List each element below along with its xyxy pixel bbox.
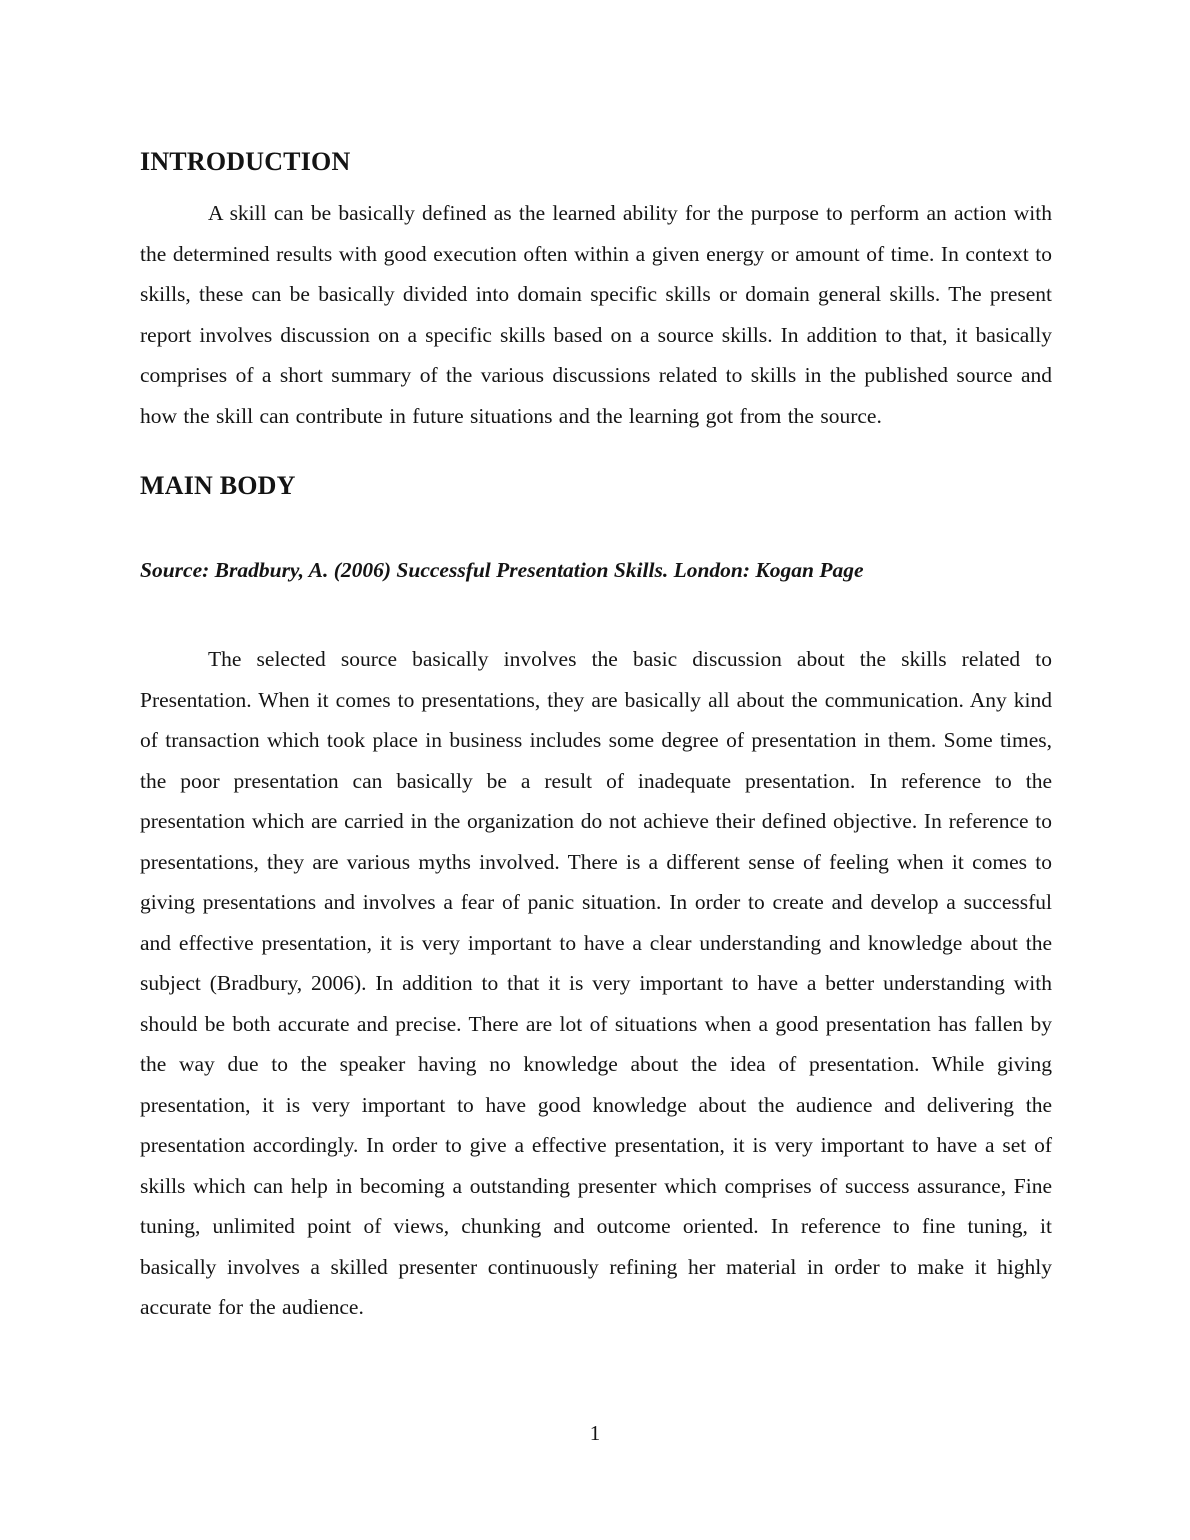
heading-introduction: INTRODUCTION [140, 147, 351, 176]
introduction-paragraph: A skill can be basically defined as the learned ability for the purpose to perform an action with the determined results with good execution often within a given energy or amount of time. In context to skills, these can be basically divided into domain specific skills or domain general skills. The present report involves discussion on a specific skills based on a source skills. In addition to that, it basically comprises of a short summary of the various discussions related to skills in the published source and how the skill can contribute in future situations and the learning got from the source. [140, 201, 1052, 428]
main-body-paragraph: The selected source basically involves the basic discussion about the skills related to Presentation. When it comes to presentations, they are basically all about the communication. Any kind of transaction which took place in business includes some degree of presentation in them. Some times, the poor presentation can basically be a result of inadequate presentation. In reference to the presentation which are carried in the organization do not achieve their defined objective. In reference to presentations, they are various myths involved. There is a different sense of feeling when it comes to giving presentations and involves a fear of panic situation. In order to create and develop a successful and effective presentation, it is very important to have a clear understanding and knowledge about the subject (Bradbury, 2006). In addition to that it is very important to have a better understanding with should be both accurate and precise. There are lot of situations when a good presentation has fallen by the way due to the speaker having no knowledge about the idea of presentation. While giving presentation, it is very important to have good knowledge about the audience and delivering the presentation accordingly. In order to give a effective presentation, it is very important to have a set of skills which can help in becoming a outstanding presenter which comprises of success assurance, Fine tuning, unlimited point of views, chunking and outcome oriented. In reference to fine tuning, it basically involves a skilled presenter continuously refining her material in order to make it highly accurate for the audience. [140, 647, 1052, 1320]
source-citation: Source: Bradbury, A. (2006) Successful Presentation Skills. London: Kogan Page [140, 558, 864, 583]
heading-main-body: MAIN BODY [140, 471, 296, 501]
page-number: 1 [589, 1421, 601, 1445]
page-content [140, 146, 1052, 1328]
